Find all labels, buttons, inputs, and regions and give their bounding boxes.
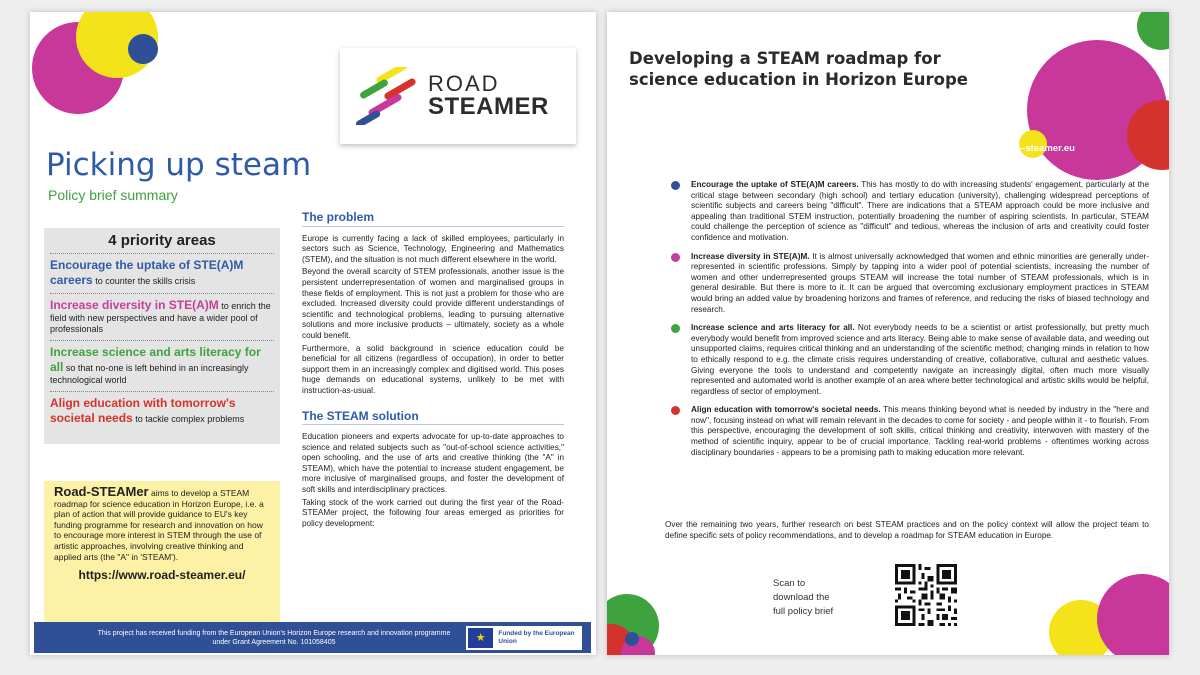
decor-circle-blue <box>128 34 158 64</box>
logo-stripes-icon <box>356 67 420 125</box>
closing-paragraph: Over the remaining two years, further research on best STEAM practices and on the policy context will allow the project team to define specific sets of policy recommendations, and to develop a roadmap for STEAM education in Europe. <box>665 520 1149 540</box>
solution-paragraph: Education pioneers and experts advocate for up-to-date approaches to science and related subjects such as "out-of-school science activities," open schooling, and the use of arts and creative thinking (the "A" in STEAM), which have the potential to increase student engagement, be more inclusive of marginalised groups, and foster the development of soft skills and interdisciplinary practices. <box>302 432 564 495</box>
bullet-dot-icon <box>671 181 680 190</box>
priority-item <box>50 340 274 391</box>
problem-paragraph: Europe is currently facing a lack of skilled employees, particularly in sectors such as Science, Technology, Engineering and Mathematics (STEM), and the situation is not much different elsewhere in the world. <box>302 233 564 264</box>
priority-item-lead: Align education with tomorrow's societal needs <box>50 396 236 425</box>
priority-item-lead: Encourage the uptake of STE(A)M careers <box>50 258 244 287</box>
priority-item-text: to tackle complex problems <box>132 414 245 424</box>
priority-detail-text: Not everybody needs to be a scientist or artist professionally, but pretty much everybody would benefit from improved science and arts literacy. Being able to make sense of available data, and weeding out unsupported claims, requires critical thinking and an understanding of the scientific method; changing minds in relation to how to ethically respond to e.g. the climate crisis requires understanding of creative, collaborative, cultural and aesthetic values. Giving everyone the tools to understand and competently navigate an increasingly digital, often much more visually represented and automated world is another example of an area where better technological and artistic skills would be helpful, regardless of sector of employment. <box>691 323 1149 396</box>
eu-funding-badge <box>466 626 582 650</box>
priority-detail-lead: Align education with tomorrow's societal needs. <box>691 405 881 415</box>
priority-detail-text: It is almost universally acknowledged that women and ethnic minorities are generally under-represented in scientific professions. Simply by tapping into a wider pool of potential scientists, increasing the number of women and other underrepresented groups STEAM will increase the total number of STEAM professionals, which is in general desirable. But there is more to it. It can be argued that overcoming exclusionary employment practices in STEAM would bring an added value by broadening horizons and frames of reference, and reducing the risks of biased technology and research. <box>691 251 1149 314</box>
text-column <box>302 212 564 531</box>
priority-areas-heading: 4 priority areas <box>108 232 216 249</box>
priority-item <box>50 253 274 293</box>
priority-item-text: to enrich the field with new perspectives and have a wider pool of professionals <box>50 301 271 334</box>
road-steamer-logo <box>340 48 576 144</box>
scan-line2: download the <box>773 592 830 603</box>
page-subtitle: Policy brief summary <box>48 187 178 203</box>
project-url-link[interactable]: https://www.road-steamer.eu/ <box>78 568 246 583</box>
bullet-dot-icon <box>671 253 680 262</box>
priority-detail-lead: Increase diversity in STE(A)M. <box>691 251 810 261</box>
logo-line2: STEAMER <box>428 93 549 120</box>
left-page <box>30 12 596 655</box>
bullet-dot-icon <box>671 406 680 415</box>
priority-detail-text: This has mostly to do with increasing students' engagement, particularly at the critical stage between secondary (high school) and tertiary education (university), challenging widespread perceptions of scientific subjects and careers being "difficult". There are indications that a STEAM approach could be more inclusive and appealing than traditional STEM instruction, potentially broadening the number of aspiring scientists. In particular, STEAM could challenge the perception of science as "difficult" and tedious, whereas the inclusion of arts and creativity could foster confidence and motivation. <box>691 180 1149 242</box>
right-title-line1: Developing a STEAM roadmap for <box>629 49 941 68</box>
priority-areas-box <box>44 228 280 444</box>
bullet-dot-icon <box>671 324 680 333</box>
scan-caption <box>773 577 833 619</box>
website-url-link[interactable]: www.road–steamer.eu <box>975 143 1075 154</box>
priority-detail-item <box>667 180 1149 244</box>
problem-heading: The problem <box>302 212 564 227</box>
funding-footer <box>34 622 591 653</box>
priority-item <box>50 293 274 340</box>
funding-text: This project has received funding from the European Union's Horizon Europe research and innovation programme under Grant Agreement No. 101058405 <box>97 629 451 646</box>
priority-item-text: so that no-one is left behind in an increasingly technological world <box>50 363 249 385</box>
decor-circle-blue <box>625 632 639 646</box>
priority-detail-item <box>667 252 1149 316</box>
project-description: aims to develop a STEAM roadmap for science education in Horizon Europe, i.e. a plan of action that will provide guidance to EU's key funding programme for research and innovation on how to encourage more interest in STEM through the use of artistic approaches, involving creative thinking and applied arts (the "A" in 'STEAM'). <box>54 488 264 562</box>
decor-circle-pink <box>1097 574 1169 655</box>
priority-detail-item <box>667 405 1149 458</box>
scan-line3: full policy brief <box>773 606 834 617</box>
priority-detail-lead: Encourage the uptake of STE(A)M careers. <box>691 180 859 189</box>
priority-detail-lead: Increase science and arts literacy for all. <box>691 323 855 333</box>
page-title: Picking up steam <box>46 147 312 183</box>
priority-item <box>50 391 274 431</box>
decor-circle-green <box>1137 12 1169 50</box>
priority-item-lead: Increase diversity in STE(A)M <box>50 298 219 312</box>
solution-heading: The STEAM solution <box>302 411 564 426</box>
solution-paragraph: Taking stock of the work carried out during the first year of the Road-STEAMer project, the following four areas emerged as priorities for policy development: <box>302 497 564 528</box>
eu-flag-icon: ★ <box>468 628 493 648</box>
priority-detail-text: This means thinking beyond what is needed by industry in the "here and now", focusing instead on what will remain relevant in the decades to come for society - and people within it - to flourish. From this perspective, encouraging the development of soft skills, critical thinking and creativity, interwoven with mastery of the method of scientific inquiry, appear to be of crucial importance. Tackling real-world problems - oftentimes working across disciplinary boundaries - appears to be a promising path to making education more relevant. <box>691 405 1149 457</box>
priority-detail-list <box>667 180 1149 466</box>
project-summary-box <box>44 481 280 625</box>
qr-code-icon[interactable] <box>895 564 957 626</box>
right-page <box>607 12 1169 655</box>
right-title-line2: science education in Horizon Europe <box>629 70 968 89</box>
priority-detail-item <box>667 323 1149 397</box>
priority-item-lead: Increase science and arts literacy for all <box>50 345 261 374</box>
project-name: Road-STEAMer <box>54 484 149 499</box>
priority-item-text: to counter the skills crisis <box>92 276 196 286</box>
problem-paragraph: Furthermore, a solid background in science education could be beneficial for all citizens (regardless of occupation), in order to better support them in an increasingly complex and digitised world. This poses huge demands on educational systems, unlikely to be met with instruction-as-usual. <box>302 343 564 395</box>
right-page-title <box>629 48 968 90</box>
scan-line1: Scan to <box>773 578 806 589</box>
logo-line1: ROAD <box>428 71 500 96</box>
eu-funding-label: Funded by the European Union <box>498 629 575 645</box>
problem-paragraph: Beyond the overall scarcity of STEM professionals, another issue is the persistent underrepresentation of women and marginalised groups in these fields of employment. This is not just a problem for those who are excluded. Increased diversity could provide different understandings of scientific and technological problems, leading to pursuing alternative solutions and more inclusive products – ultimately, society as a whole could benefit. <box>302 267 564 340</box>
